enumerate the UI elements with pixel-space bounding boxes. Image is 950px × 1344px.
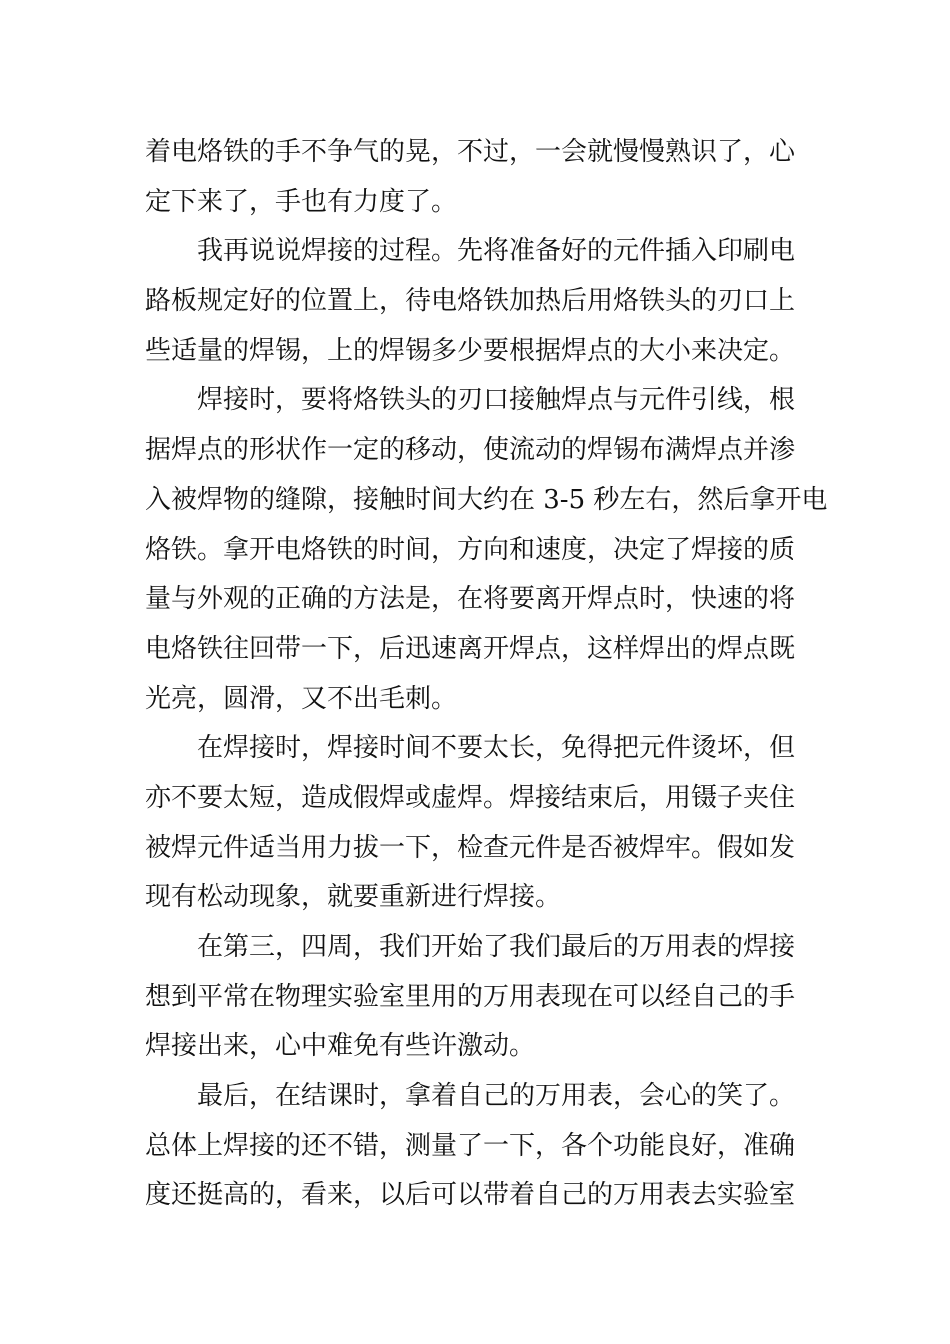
text-line: 想到平常在物理实验室里用的万用表现在可以经自己的手 [145,981,796,1012]
text-line: 烙铁。拿开电烙铁的时间，方向和速度，决定了焊接的质 [145,534,796,565]
text-line: 据焊点的形状作一定的移动，使流动的焊锡布满焊点并渗 [145,435,796,466]
text-line: 总体上焊接的还不错，测量了一下，各个功能良好，准确 [145,1130,796,1161]
text-line: 电烙铁往回带一下，后迅速离开焊点，这样焊出的焊点既 [145,633,796,664]
text-line: 入被焊物的缝隙，接触时间大约在 3-5 秒左右，然后拿开电 [145,484,828,515]
text-line: 在焊接时，焊接时间不要太长，免得把元件烫坏，但 [197,733,796,764]
text-line: 量与外观的正确的方法是，在将要离开焊点时，快速的将 [145,584,796,615]
text-line: 光亮，圆滑，又不出毛刺。 [145,683,458,714]
text-line: 焊接时，要将烙铁头的刃口接触焊点与元件引线，根 [197,385,796,416]
text-line: 现有松动现象，就要重新进行焊接。 [145,882,562,913]
text-line: 路板规定好的位置上，待电烙铁加热后用烙铁头的刃口上 [145,286,796,317]
text-line: 着电烙铁的手不争气的晃，不过，一会就慢慢熟识了，心 [145,137,796,167]
text-line: 在第三，四周，我们开始了我们最后的万用表的焊接 [197,932,796,962]
text-line: 些适量的焊锡，上的焊锡多少要根据焊点的大小来决定。 [145,335,796,366]
text-line: 被焊元件适当用力拔一下，检查元件是否被焊牢。假如发 [145,832,796,863]
text-line: 度还挺高的，看来，以后可以带着自己的万用表去实验室 [145,1180,796,1211]
text-line: 我再说说焊接的过程。先将准备好的元件插入印刷电 [197,236,796,267]
body-text [145,128,828,1221]
text-line: 焊接出来，心中难免有些许激动。 [145,1031,536,1062]
text-line: 定下来了，手也有力度了。 [145,186,458,217]
text-line: 最后，在结课时，拿着自己的万用表，会心的笑了。 [197,1081,796,1112]
text-line: 亦不要太短，造成假焊或虚焊。焊接结束后，用镊子夹住 [145,782,796,813]
